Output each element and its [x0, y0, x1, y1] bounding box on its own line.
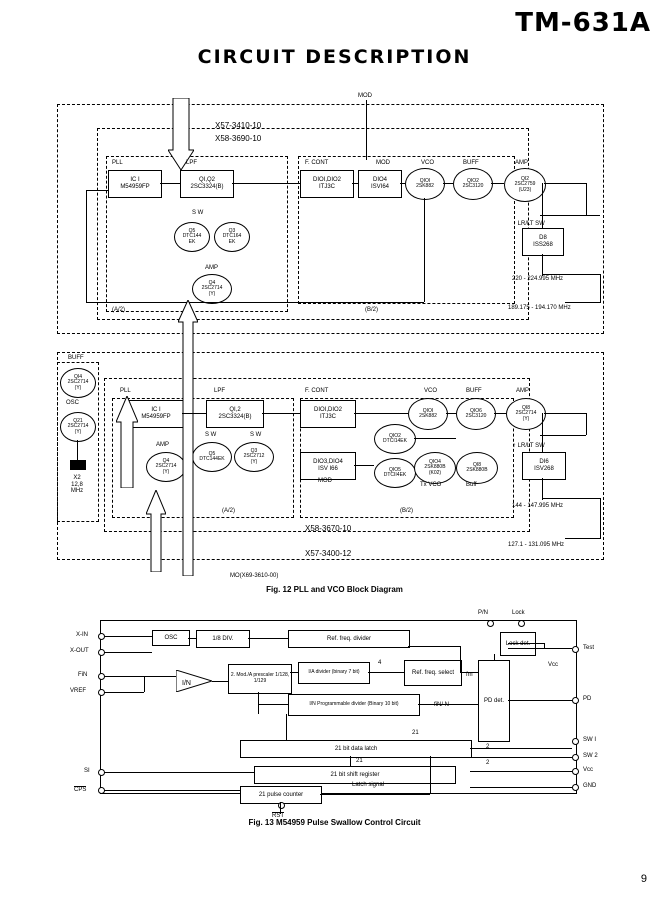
block-data-latch: 21 bit data latch: [240, 740, 472, 758]
block-d8-top: D8 ISS268: [522, 228, 564, 256]
pin-vref-label: VREF: [70, 688, 87, 694]
fig12-caption: Fig. 12 PLL and VCO Block Diagram: [266, 585, 403, 594]
lock-node: [518, 620, 525, 627]
half-a-bottom: (A/2): [222, 508, 236, 514]
buff-label-bottom2: BUFF: [466, 388, 482, 394]
supply-arrow-bottom-1: [116, 396, 138, 488]
block-lock-det: Lock det.: [500, 632, 536, 656]
buff-label-bottom: BUFF: [68, 355, 84, 361]
amp-label-bottom2: AMP: [156, 442, 170, 448]
tx-vco-label: Tx VCO: [420, 482, 442, 488]
pin-vcc2: [572, 768, 579, 775]
oval-q101-top: QIOI 2SK882: [405, 168, 445, 200]
lrlt-sw-top: ↑ LR/LT SW: [513, 221, 545, 227]
pn-label: P/N: [478, 610, 489, 616]
rst-label: RST: [272, 813, 284, 819]
freq-bot2: 127.1 - 131.095 MHz: [508, 542, 565, 548]
oval-q5-top: Q5 DTC144 EK: [174, 222, 210, 252]
sw-label-bottom1: S W: [205, 432, 217, 438]
oval-q5-bottom: Q5 DTC144EK: [192, 442, 232, 472]
crystal-symbol: [70, 460, 86, 470]
pin-x-in-label: X-IN: [76, 632, 88, 638]
block-div8: 1/8 DIV.: [196, 630, 250, 648]
amp-label-top2: AMP: [205, 265, 219, 271]
half-a-top: (A/2): [112, 307, 126, 313]
block-ic1-bottom: IC I M54959FP: [128, 400, 184, 428]
oval-q102-top: QIO2 2SC3120: [453, 168, 493, 200]
fig13-caption: Fig. 13 M54959 Pulse Swallow Control Circuit: [248, 818, 421, 827]
pin-sw2: [572, 754, 579, 761]
lrlt-sw-bottom: ↑ LR/LT SW: [513, 443, 545, 449]
lpf-label-top: LPF: [186, 160, 198, 166]
oval-q21-bottom: Q21 2SC2714 (Y): [60, 412, 96, 442]
fin-n-label: fiN/ N: [434, 702, 449, 708]
pin-vcc2-label: Vcc: [583, 767, 594, 773]
oval-q102-dtc-bottom: QIO2 DTCI14EK: [374, 424, 416, 454]
osc-label: OSC: [66, 400, 80, 406]
freq-bot1: 144 - 147.995 MHz: [512, 503, 564, 509]
block-q1q2-top: QI,Q2 2SC3324(B): [180, 170, 234, 198]
block-ref-freq-divider: Ref. freq. divider: [288, 630, 410, 648]
lock-label: Lock: [512, 610, 525, 616]
block-pulse-counter: 21 pulse counter: [240, 786, 322, 804]
pin-si-label: SI: [84, 768, 90, 774]
iin-amp-triangle: [176, 670, 212, 692]
pcb-x58-3670-10: X58-3670-10: [305, 524, 352, 533]
half-b-bottom: (B/2): [400, 508, 414, 514]
pin-sw1: [572, 738, 579, 745]
mod-top-label: MOD: [358, 93, 372, 99]
pcb-x58-3690-10: X58-3690-10: [215, 134, 262, 143]
freq-top2: 189.175 - 194.170 MHz: [508, 305, 571, 311]
pin-gnd-label: GND: [583, 783, 597, 789]
lpf-label-bottom: LPF: [214, 388, 226, 394]
oval-q101-bottom: QIOI 2SK882: [408, 398, 448, 430]
oval-q105-bottom: QIO5 DTCII4EK: [374, 458, 416, 488]
block-dio4-top: DIO4 ISVI64: [358, 170, 402, 198]
oval-q3-top: Q3 DTC164 EK: [214, 222, 250, 252]
n21b-label: 21: [356, 758, 363, 764]
mod-top-line: [366, 100, 367, 160]
oval-q18-bottom: QI8 2SC2714 (Y): [506, 398, 546, 430]
pin-test-label: Test: [583, 645, 595, 651]
block-dio1-bottom: DIOI,DIO2 ITJ3C: [300, 400, 356, 428]
pin-fin-label: FiN: [78, 672, 88, 678]
n4-label: 4: [378, 660, 382, 666]
freq-top1: 220 - 224.995 MHz: [512, 276, 564, 282]
sw-label-top: S W: [192, 210, 204, 216]
oval-q4-bottom: Q4 2SC2714 (Y): [146, 452, 186, 482]
pin-sw1-label: SW I: [583, 737, 596, 743]
block-d16-bottom: DI6 ISV268: [522, 452, 566, 480]
block-pd-det: PD det.: [478, 660, 510, 742]
mo-label: MO(X69-3610-00): [230, 573, 279, 579]
page-number: 9: [640, 873, 647, 885]
sw-label-bottom2: S W: [250, 432, 262, 438]
pin-test: [572, 646, 579, 653]
pin-sw2-label: SW 2: [583, 753, 598, 759]
block-osc: OSC: [152, 630, 190, 646]
pin-cps-label: CPS: [74, 787, 87, 793]
supply-arrow-bottom-2: [146, 490, 166, 572]
mod-label-bottom: MOD: [318, 478, 332, 484]
page-title: CIRCUIT DESCRIPTION: [197, 46, 472, 68]
oval-q106-bottom: QI8 2SK880B: [456, 452, 498, 484]
pin-pd: [572, 697, 579, 704]
vcc-label: Vcc: [548, 662, 559, 668]
buff2-label: Buff: [466, 482, 477, 488]
block-x2: X2 12,8 MHz: [62, 472, 92, 498]
n2a-label: 2: [486, 744, 490, 750]
block-in-prog-divider: I/N Programmable divider (Binary 10 bit): [288, 694, 420, 716]
amp-label-bottom: AMP: [516, 388, 530, 394]
block-q1q2-bottom: QI,2 2SC3324(B): [206, 400, 264, 428]
mod-label-top: MOD: [376, 160, 390, 166]
block-shift-register: 21 bit shift register: [254, 766, 456, 784]
model-number: TM-631A: [515, 8, 651, 38]
vco-label-top: VCO: [421, 160, 435, 166]
supply-arrow-bottom-3: [178, 300, 198, 576]
pcb-x57-3410-10: X57-3410-10: [215, 121, 262, 130]
block-dio34-bottom: DIO3,DIO4 ISV I66: [300, 452, 356, 480]
fm-label: fm: [466, 672, 473, 678]
block-ref-freq-select: Ref. freq. select: [404, 660, 462, 686]
pin-gnd: [572, 784, 579, 791]
pll-label-bottom: PLL: [120, 388, 131, 394]
oval-q4-top: Q4 2SC2714 (Y): [192, 274, 232, 304]
svg-text:I/N: I/N: [182, 680, 191, 687]
block-ia-divider: I/A divider (binary 7 bit): [298, 662, 370, 684]
oval-q3-bottom: Q3 2SC2712 (Y): [234, 442, 274, 472]
block-ic1-top: IC I M54959FP: [108, 170, 162, 198]
oval-q14-bottom: QI4 2SC2714 (Y): [60, 368, 96, 398]
latch-signal-label: Latch signal: [352, 782, 385, 788]
n2b-label: 2: [486, 760, 490, 766]
block-ma-prescaler: 2. Mod./A prescaler 1/128, 1/129: [228, 664, 292, 694]
oval-q12-top: QI2 2SC2759 (U23): [504, 168, 546, 202]
pll-label-top: PLL: [112, 160, 123, 166]
vco-label-bottom: VCO: [424, 388, 438, 394]
half-b-top: (B/2): [365, 307, 379, 313]
n21a-label: 21: [412, 730, 419, 736]
pn-node: [487, 620, 494, 627]
block-dio1-top: DIOI,DIO2 ITJ3C: [300, 170, 354, 198]
buff-label-top: BUFF: [463, 160, 479, 166]
amp-label-top: AMP: [515, 160, 529, 166]
oval-q102b-bottom: QIO6 2SC3120: [456, 398, 496, 430]
oval-q104-bottom: QIO4 2SK880B (K02): [414, 452, 456, 484]
fcont-label-top: F. CONT: [305, 160, 329, 166]
pin-pd-label: PD: [583, 696, 592, 702]
pcb-x57-3400-12: X57-3400-12: [305, 549, 352, 558]
pin-x-out-label: X-OUT: [70, 648, 89, 654]
fcont-label-bottom: F. CONT: [305, 388, 329, 394]
